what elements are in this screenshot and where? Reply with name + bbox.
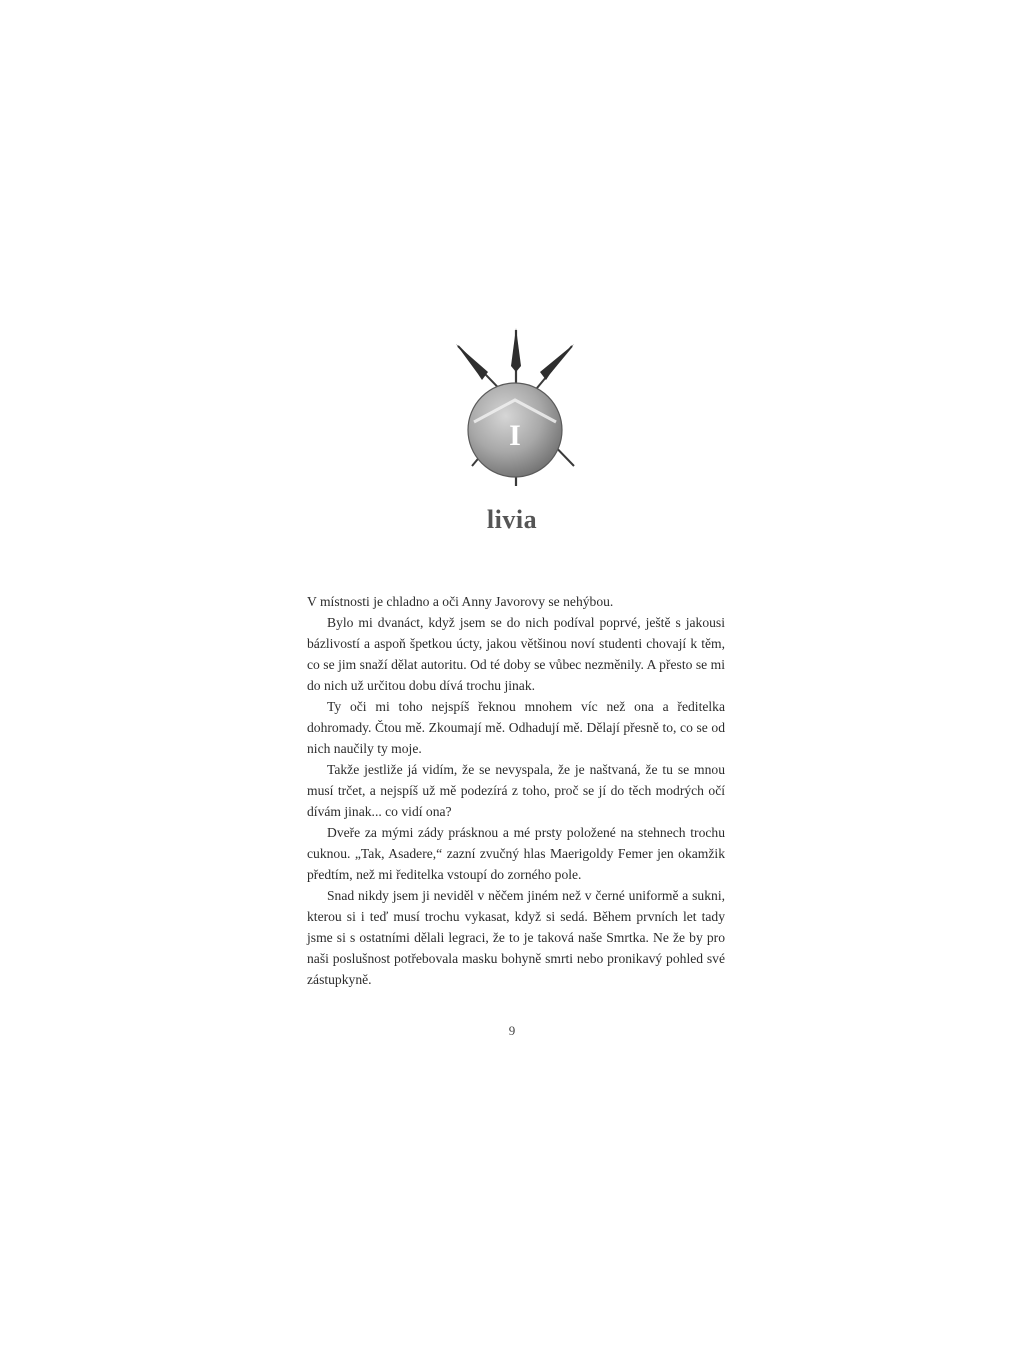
chapter-title: livia <box>486 505 538 534</box>
paragraph: Snad nikdy jsem ji neviděl v něčem jiném než v černé uniformě a sukni, kterou si i teď musí trochu vykasat, když si sedá. Během prvních let tady jsme si s ostatními dělali legraci, že to je taková naše Smrtka. Ne že by pro naši poslušnost potřebovala masku bohyně smrti nebo pronikavý pohled své zástupkyně. <box>307 888 725 987</box>
spear-tip-center <box>511 328 521 372</box>
paragraph: Dveře za mými zády prásknou a mé prsty položené na stehnech trochu cuknou. „Tak, Asadere,“ zazní zvučný hlas Maerigoldy Femer jen okamžik předtím, než mi ředitelka vstoupí do zorného pole. <box>307 825 725 882</box>
chapter-emblem <box>452 326 578 488</box>
paragraph: Ty oči mi toho nejspíš řeknou mnohem víc než ona a ředitelka dohromady. Čtou mě. Zkoumají mě. Odhadují mě. Dělají přesně to, co se od nich naučily ty moje. <box>307 699 725 756</box>
page-number: 9 <box>508 1023 516 1038</box>
paragraph: Bylo mi dvanáct, když jsem se do nich podíval poprvé, ještě s jakousi bázlivostí a aspoň špetkou úcty, jakou většinou noví studenti chovají k těm, co se jim snaží dělat autoritu. Od té doby se vůbec nezměnily. A přesto se mi do nich už určitou dobu dívá trochu jinak. <box>307 615 725 693</box>
chapter-numeral: I <box>509 419 521 452</box>
chapter-body <box>307 591 725 990</box>
spear-tip-left <box>456 344 488 380</box>
paragraph: V místnosti je chladno a oči Anny Javorovy se nehýbou. <box>307 594 614 609</box>
paragraph: Takže jestliže já vidím, že se nevyspala, že je naštvaná, že tu se mnou musí trčet, a nejspíš už mě podezírá z toho, proč se jí do těch modrých očí dívám jinak... co vidí ona? <box>307 762 725 819</box>
spear-tip-right <box>540 344 574 380</box>
shield-with-spears-icon <box>452 326 578 488</box>
